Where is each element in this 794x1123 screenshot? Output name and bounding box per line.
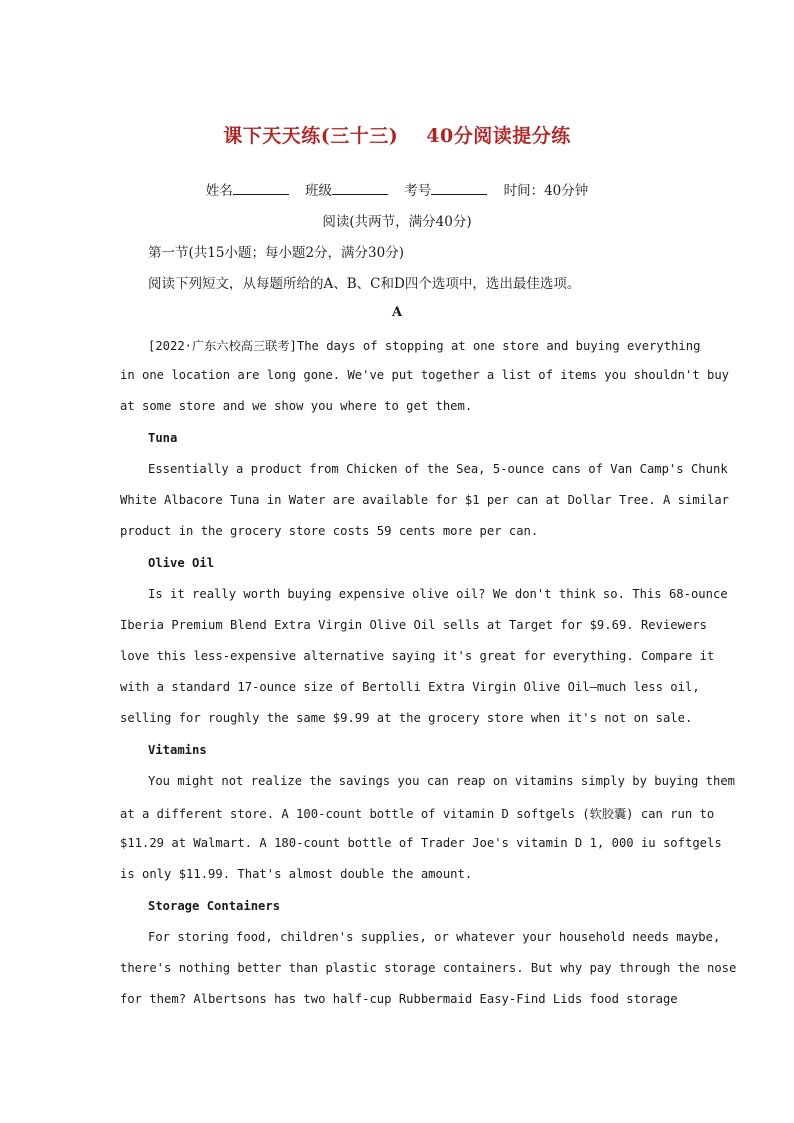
vitamins-line-1: You might not realize the savings you can reap on vitamins simply by buying them	[148, 774, 735, 788]
name-blank	[233, 181, 289, 195]
vitamins-heading: Vitamins	[148, 743, 207, 757]
storage-line-1: For storing food, children's supplies, or whatever your household needs maybe,	[148, 930, 721, 944]
olive-line-1: Is it really worth buying expensive olive oil? We don't think so. This 68-ounce	[148, 587, 728, 601]
storage-heading: Storage Containers	[148, 899, 281, 913]
vitamins-line-4: is only $11.99. That's almost double the amount.	[120, 867, 473, 881]
olive-line-3: love this less-expensive alternative saying it's great for everything. Compare it	[120, 649, 715, 663]
tuna-line-3: product in the grocery store costs 59 cents more per can.	[120, 524, 539, 538]
vitamins-line-2: at a different store. A 100-count bottle of vitamin D softgels (软胶囊) can run to	[120, 807, 715, 821]
tuna-line-2: White Albacore Tuna in Water are available for $1 per can at Dollar Tree. A similar	[120, 493, 730, 507]
number-label: 考号	[404, 183, 432, 199]
intro-line-2: in one location are long gone. We've put together a list of items you shouldn't buy	[120, 368, 730, 382]
olive-line-4: with a standard 17-ounce size of Bertolli Extra Virgin Olive Oil—much less oil,	[120, 680, 700, 694]
olive-heading: Olive Oil	[148, 556, 215, 570]
passage-label: A	[391, 305, 403, 320]
title-right: 40分阅读提分练	[426, 125, 571, 147]
reading-header: 阅读(共两节，满分40分)	[322, 214, 472, 230]
class-label: 班级	[305, 183, 332, 199]
olive-line-2: Iberia Premium Blend Extra Virgin Olive Oil sells at Target for $9.69. Reviewers	[120, 618, 707, 632]
student-info-row	[0, 179, 794, 199]
intro-line-1: [2022·广东六校高三联考]The days of stopping at one store and buying everything	[148, 339, 701, 353]
name-label: 姓名	[205, 183, 233, 199]
title-left: 课下天天练(三十三)	[223, 125, 399, 147]
storage-line-3: for them? Albertsons has two half-cup Rubbermaid Easy-Find Lids food storage	[120, 992, 678, 1006]
tuna-heading: Tuna	[148, 431, 178, 445]
tuna-line-1: Essentially a product from Chicken of the Sea, 5-ounce cans of Van Camp's Chunk	[148, 462, 728, 476]
storage-line-2: there's nothing better than plastic storage containers. But why pay through the nose	[120, 961, 737, 975]
page-title	[0, 121, 794, 148]
time-label: 时间：40分钟	[503, 183, 589, 199]
number-blank	[431, 181, 487, 195]
intro-line-3: at some store and we show you where to get them.	[120, 399, 473, 413]
class-blank	[332, 181, 388, 195]
instruction-text: 阅读下列短文，从每题所给的A、B、C和D四个选项中，选出最佳选项。	[148, 276, 581, 292]
section-header: 第一节(共15小题；每小题2分，满分30分)	[148, 245, 404, 261]
vitamins-line-3: $11.29 at Walmart. A 180-count bottle of Trader Joe's vitamin D 1, 000 iu softgels	[120, 836, 722, 850]
olive-line-5: selling for roughly the same $9.99 at the grocery store when it's not on sale.	[120, 711, 693, 725]
